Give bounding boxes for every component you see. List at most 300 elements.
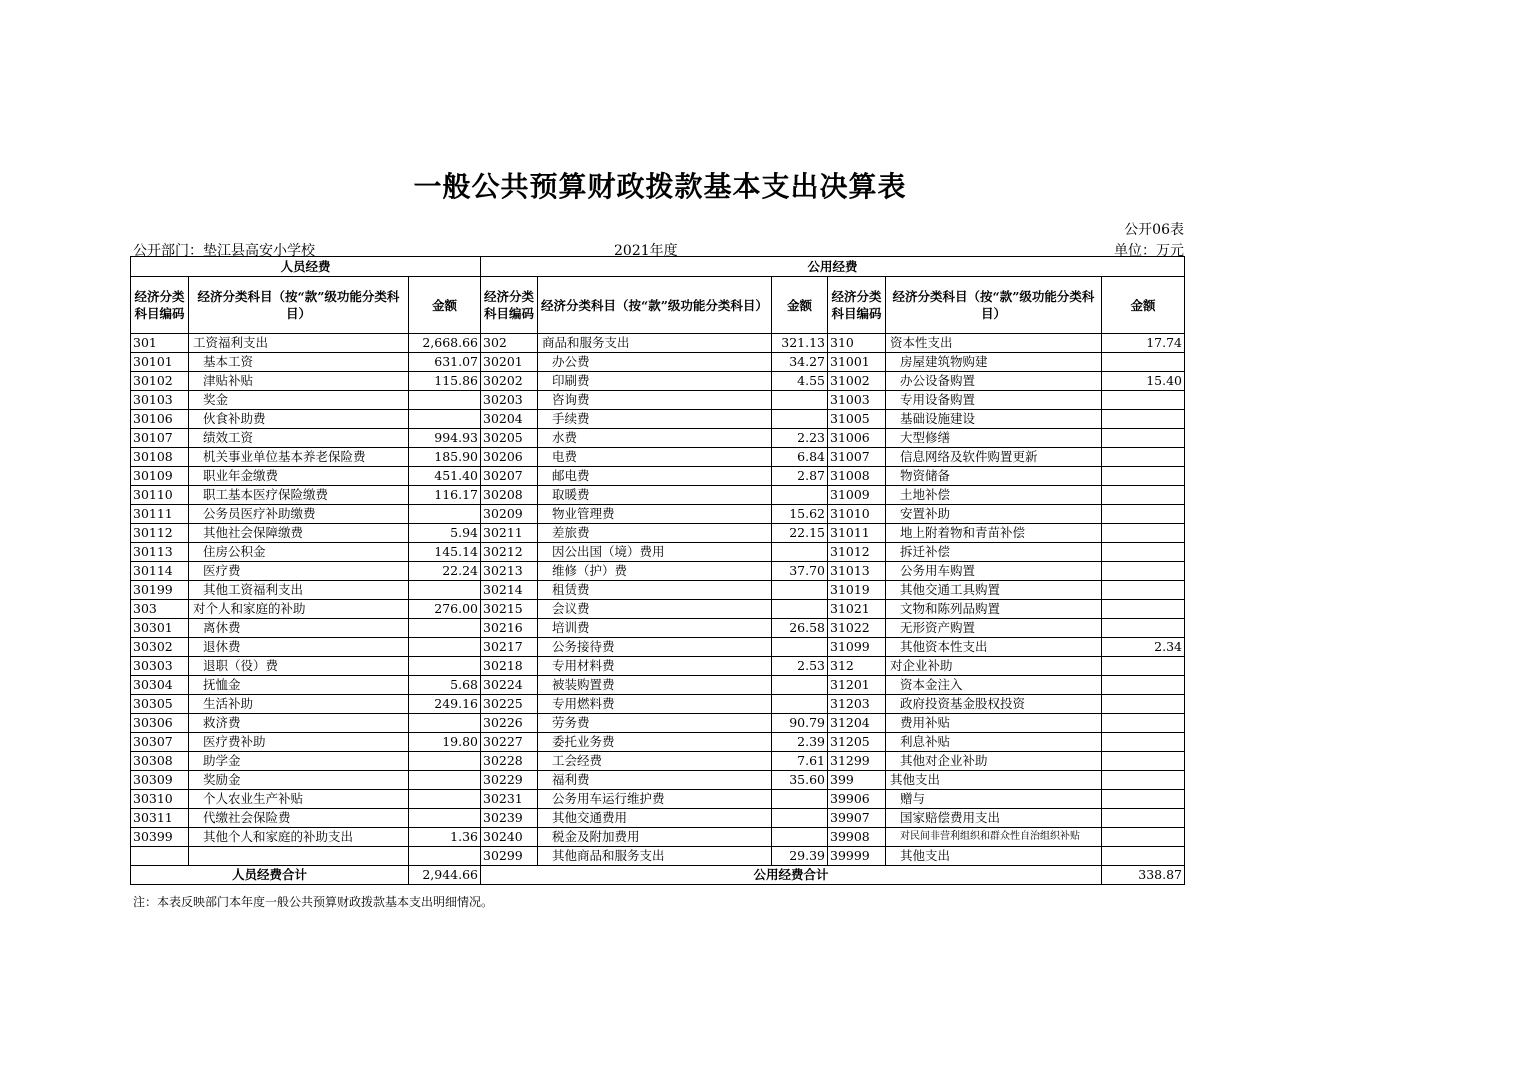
account-code: 30227 — [481, 733, 538, 752]
account-code: 31010 — [828, 505, 886, 524]
account-code: 31201 — [828, 676, 886, 695]
account-code: 31205 — [828, 733, 886, 752]
section-public-header: 公用经费 — [481, 257, 1185, 277]
table-row — [131, 448, 1185, 467]
account-code: 30203 — [481, 391, 538, 410]
amount-value — [409, 581, 481, 600]
amount-value: 15.62 — [772, 505, 828, 524]
account-code: 30231 — [481, 790, 538, 809]
account-name: 离休费 — [189, 619, 409, 638]
account-code: 31013 — [828, 562, 886, 581]
account-name: 其他支出 — [886, 847, 1102, 866]
amount-value — [409, 505, 481, 524]
amount-value — [1102, 543, 1185, 562]
amount-value — [1102, 429, 1185, 448]
amount-value: 37.70 — [772, 562, 828, 581]
account-code: 31021 — [828, 600, 886, 619]
account-name: 代缴社会保险费 — [189, 809, 409, 828]
account-code: 30211 — [481, 524, 538, 543]
account-code: 30229 — [481, 771, 538, 790]
account-name: 邮电费 — [538, 467, 772, 486]
amount-value: 22.24 — [409, 562, 481, 581]
account-code: 31022 — [828, 619, 886, 638]
account-name: 对个人和家庭的补助 — [189, 600, 409, 619]
amount-value — [772, 809, 828, 828]
account-code: 30307 — [131, 733, 189, 752]
amount-value — [772, 581, 828, 600]
account-name: 其他交通工具购置 — [886, 581, 1102, 600]
account-name: 专用燃料费 — [538, 695, 772, 714]
amount-value — [1102, 809, 1185, 828]
amount-value — [1102, 828, 1185, 847]
column-header-amount: 金额 — [772, 277, 828, 334]
account-code: 30310 — [131, 790, 189, 809]
account-code: 30205 — [481, 429, 538, 448]
table-row — [131, 353, 1185, 372]
account-code: 30308 — [131, 752, 189, 771]
account-name: 机关事业单位基本养老保险费 — [189, 448, 409, 467]
account-code: 30212 — [481, 543, 538, 562]
account-name: 医疗费补助 — [189, 733, 409, 752]
account-name: 生活补助 — [189, 695, 409, 714]
amount-value: 451.40 — [409, 467, 481, 486]
account-name: 物资储备 — [886, 467, 1102, 486]
account-code: 30108 — [131, 448, 189, 467]
amount-value: 116.17 — [409, 486, 481, 505]
amount-value — [1102, 771, 1185, 790]
account-name: 因公出国（境）费用 — [538, 543, 772, 562]
account-name: 培训费 — [538, 619, 772, 638]
account-name: 医疗费 — [189, 562, 409, 581]
account-code: 30201 — [481, 353, 538, 372]
account-code: 30218 — [481, 657, 538, 676]
account-code: 31007 — [828, 448, 886, 467]
account-code: 31006 — [828, 429, 886, 448]
account-name: 职工基本医疗保险缴费 — [189, 486, 409, 505]
account-code: 31002 — [828, 372, 886, 391]
table-row — [131, 714, 1185, 733]
account-code: 30207 — [481, 467, 538, 486]
amount-value: 631.07 — [409, 353, 481, 372]
account-name: 其他个人和家庭的补助支出 — [189, 828, 409, 847]
account-code: 31011 — [828, 524, 886, 543]
amount-value — [772, 638, 828, 657]
table-row — [131, 600, 1185, 619]
amount-value: 2.34 — [1102, 638, 1185, 657]
account-code: 30102 — [131, 372, 189, 391]
amount-value: 115.86 — [409, 372, 481, 391]
column-header-name: 经济分类科目（按“款”级功能分类科目） — [886, 277, 1102, 334]
account-name: 工资福利支出 — [189, 334, 409, 353]
account-name: 电费 — [538, 448, 772, 467]
amount-value: 26.58 — [772, 619, 828, 638]
amount-value — [409, 790, 481, 809]
account-code: 30303 — [131, 657, 189, 676]
account-code: 30302 — [131, 638, 189, 657]
account-name: 国家赔偿费用支出 — [886, 809, 1102, 828]
account-code: 30225 — [481, 695, 538, 714]
table-row — [131, 676, 1185, 695]
account-code: 39908 — [828, 828, 886, 847]
account-code: 30204 — [481, 410, 538, 429]
amount-value — [409, 619, 481, 638]
amount-value — [409, 714, 481, 733]
account-name: 奖金 — [189, 391, 409, 410]
table-row — [131, 790, 1185, 809]
account-name: 租赁费 — [538, 581, 772, 600]
account-code: 30311 — [131, 809, 189, 828]
amount-value — [1102, 391, 1185, 410]
account-name: 奖励金 — [189, 771, 409, 790]
account-name: 办公设备购置 — [886, 372, 1102, 391]
account-code: 31203 — [828, 695, 886, 714]
account-code: 30216 — [481, 619, 538, 638]
amount-value — [1102, 410, 1185, 429]
account-code: 30110 — [131, 486, 189, 505]
page-title: 一般公共预算财政拨款基本支出决算表 — [413, 170, 907, 203]
amount-value — [772, 410, 828, 429]
table-row — [131, 619, 1185, 638]
table-row — [131, 391, 1185, 410]
account-code: 30209 — [481, 505, 538, 524]
table-row — [131, 581, 1185, 600]
table-row — [131, 372, 1185, 391]
table-row — [131, 429, 1185, 448]
account-name: 抚恤金 — [189, 676, 409, 695]
amount-value: 185.90 — [409, 448, 481, 467]
account-name: 专用材料费 — [538, 657, 772, 676]
amount-value — [1102, 486, 1185, 505]
amount-value — [1102, 524, 1185, 543]
account-name: 其他支出 — [886, 771, 1102, 790]
amount-value — [772, 676, 828, 695]
table-row — [131, 752, 1185, 771]
account-code: 30106 — [131, 410, 189, 429]
account-name: 津贴补贴 — [189, 372, 409, 391]
amount-value — [409, 809, 481, 828]
amount-value: 5.68 — [409, 676, 481, 695]
account-code: 30215 — [481, 600, 538, 619]
account-name — [189, 847, 409, 866]
account-code: 30109 — [131, 467, 189, 486]
account-name: 赠与 — [886, 790, 1102, 809]
table-row — [131, 467, 1185, 486]
account-name: 水费 — [538, 429, 772, 448]
amount-value: 2.23 — [772, 429, 828, 448]
amount-value: 6.84 — [772, 448, 828, 467]
account-name: 公务用车运行维护费 — [538, 790, 772, 809]
amount-value: 994.93 — [409, 429, 481, 448]
section-personnel-header: 人员经费 — [131, 257, 481, 277]
amount-value — [1102, 600, 1185, 619]
table-row — [131, 809, 1185, 828]
account-code: 30101 — [131, 353, 189, 372]
account-code: 30199 — [131, 581, 189, 600]
footnote: 注：本表反映部门本年度一般公共预算财政拨款基本支出明细情况。 — [133, 895, 494, 909]
account-name: 伙食补助费 — [189, 410, 409, 429]
account-name: 对民间非营利组织和群众性自治组织补贴 — [886, 828, 1102, 847]
account-name: 政府投资基金股权投资 — [886, 695, 1102, 714]
amount-value — [772, 600, 828, 619]
account-name: 救济费 — [189, 714, 409, 733]
amount-value: 19.80 — [409, 733, 481, 752]
account-name: 差旅费 — [538, 524, 772, 543]
account-name: 地上附着物和青苗补偿 — [886, 524, 1102, 543]
account-code: 312 — [828, 657, 886, 676]
amount-value — [772, 790, 828, 809]
account-name: 其他社会保障缴费 — [189, 524, 409, 543]
expenditure-table — [130, 256, 1185, 885]
account-name: 文物和陈列品购置 — [886, 600, 1102, 619]
amount-value — [409, 657, 481, 676]
account-code: 30226 — [481, 714, 538, 733]
amount-value: 35.60 — [772, 771, 828, 790]
account-name: 退休费 — [189, 638, 409, 657]
table-row — [131, 828, 1185, 847]
account-name: 手续费 — [538, 410, 772, 429]
account-code: 30224 — [481, 676, 538, 695]
account-name: 公务用车购置 — [886, 562, 1102, 581]
account-code: 30112 — [131, 524, 189, 543]
account-name: 职业年金缴费 — [189, 467, 409, 486]
amount-value — [1102, 562, 1185, 581]
amount-value: 34.27 — [772, 353, 828, 372]
account-code: 31005 — [828, 410, 886, 429]
amount-value — [409, 410, 481, 429]
account-name: 大型修缮 — [886, 429, 1102, 448]
account-code: 39906 — [828, 790, 886, 809]
account-name: 其他商品和服务支出 — [538, 847, 772, 866]
account-name: 助学金 — [189, 752, 409, 771]
account-code: 31003 — [828, 391, 886, 410]
account-code: 30103 — [131, 391, 189, 410]
account-code: 31019 — [828, 581, 886, 600]
amount-value — [1102, 353, 1185, 372]
table-row — [131, 657, 1185, 676]
account-name: 资本金注入 — [886, 676, 1102, 695]
account-code: 31299 — [828, 752, 886, 771]
account-name: 绩效工资 — [189, 429, 409, 448]
account-name: 资本性支出 — [886, 334, 1102, 353]
account-code — [131, 847, 189, 866]
column-header-name: 经济分类科目（按“款”级功能分类科目） — [189, 277, 409, 334]
account-code: 30214 — [481, 581, 538, 600]
amount-value — [1102, 790, 1185, 809]
account-code: 303 — [131, 600, 189, 619]
account-name: 对企业补助 — [886, 657, 1102, 676]
amount-value — [772, 543, 828, 562]
account-name: 福利费 — [538, 771, 772, 790]
account-code: 30299 — [481, 847, 538, 866]
account-name: 基本工资 — [189, 353, 409, 372]
amount-value — [1102, 619, 1185, 638]
account-code: 30113 — [131, 543, 189, 562]
account-name: 住房公积金 — [189, 543, 409, 562]
account-name: 退职（役）费 — [189, 657, 409, 676]
account-code: 30202 — [481, 372, 538, 391]
amount-value — [772, 391, 828, 410]
table-row — [131, 847, 1185, 866]
amount-value: 2.39 — [772, 733, 828, 752]
amount-value: 2.87 — [772, 467, 828, 486]
table-row — [131, 695, 1185, 714]
account-code: 30111 — [131, 505, 189, 524]
account-name: 委托业务费 — [538, 733, 772, 752]
account-code: 30228 — [481, 752, 538, 771]
account-name: 安置补助 — [886, 505, 1102, 524]
table-row — [131, 410, 1185, 429]
account-code: 39999 — [828, 847, 886, 866]
account-code: 30309 — [131, 771, 189, 790]
account-name: 办公费 — [538, 353, 772, 372]
table-row — [131, 543, 1185, 562]
amount-value — [409, 638, 481, 657]
account-name: 公务员医疗补助缴费 — [189, 505, 409, 524]
personnel-total-value: 2,944.66 — [409, 866, 481, 885]
account-name: 专用设备购置 — [886, 391, 1102, 410]
amount-value: 17.74 — [1102, 334, 1185, 353]
account-code: 30217 — [481, 638, 538, 657]
totals-row — [131, 866, 1185, 885]
account-code: 31009 — [828, 486, 886, 505]
amount-value — [409, 771, 481, 790]
account-code: 30304 — [131, 676, 189, 695]
account-name: 其他资本性支出 — [886, 638, 1102, 657]
amount-value: 321.13 — [772, 334, 828, 353]
amount-value: 145.14 — [409, 543, 481, 562]
account-name: 维修（护）费 — [538, 562, 772, 581]
table-row — [131, 562, 1185, 581]
account-name: 无形资产购置 — [886, 619, 1102, 638]
table-row — [131, 733, 1185, 752]
account-code: 30240 — [481, 828, 538, 847]
amount-value: 276.00 — [409, 600, 481, 619]
account-name: 信息网络及软件购置更新 — [886, 448, 1102, 467]
amount-value — [1102, 467, 1185, 486]
amount-value — [1102, 581, 1185, 600]
amount-value: 22.15 — [772, 524, 828, 543]
amount-value — [409, 752, 481, 771]
account-name: 费用补贴 — [886, 714, 1102, 733]
account-code: 30301 — [131, 619, 189, 638]
amount-value — [409, 847, 481, 866]
amount-value — [772, 695, 828, 714]
table-row — [131, 771, 1185, 790]
account-name: 被装购置费 — [538, 676, 772, 695]
account-code: 39907 — [828, 809, 886, 828]
account-code: 31012 — [828, 543, 886, 562]
account-name: 基础设施建设 — [886, 410, 1102, 429]
account-name: 咨询费 — [538, 391, 772, 410]
amount-value: 2.53 — [772, 657, 828, 676]
account-code: 30213 — [481, 562, 538, 581]
account-name: 房屋建筑物购建 — [886, 353, 1102, 372]
amount-value: 249.16 — [409, 695, 481, 714]
account-name: 其他工资福利支出 — [189, 581, 409, 600]
amount-value: 2,668.66 — [409, 334, 481, 353]
account-code: 30305 — [131, 695, 189, 714]
account-code: 310 — [828, 334, 886, 353]
account-name: 税金及附加费用 — [538, 828, 772, 847]
amount-value — [1102, 847, 1185, 866]
amount-value — [772, 828, 828, 847]
account-code: 30114 — [131, 562, 189, 581]
account-name: 公务接待费 — [538, 638, 772, 657]
account-code: 31204 — [828, 714, 886, 733]
account-name: 拆迁补偿 — [886, 543, 1102, 562]
personnel-total-label: 人员经费合计 — [131, 866, 409, 885]
amount-value — [1102, 657, 1185, 676]
account-name: 取暖费 — [538, 486, 772, 505]
amount-value — [1102, 676, 1185, 695]
account-code: 31001 — [828, 353, 886, 372]
account-name: 劳务费 — [538, 714, 772, 733]
table-row — [131, 524, 1185, 543]
amount-value — [1102, 505, 1185, 524]
account-code: 302 — [481, 334, 538, 353]
column-header-name: 经济分类科目（按“款”级功能分类科目） — [538, 277, 772, 334]
amount-value: 7.61 — [772, 752, 828, 771]
account-name: 利息补贴 — [886, 733, 1102, 752]
column-header-code: 经济分类科目编码 — [481, 277, 538, 334]
account-name: 工会经费 — [538, 752, 772, 771]
table-row — [131, 638, 1185, 657]
column-header-amount: 金额 — [1102, 277, 1185, 334]
amount-value: 29.39 — [772, 847, 828, 866]
amount-value: 5.94 — [409, 524, 481, 543]
account-code: 30239 — [481, 809, 538, 828]
amount-value — [1102, 733, 1185, 752]
account-code: 30306 — [131, 714, 189, 733]
amount-value — [772, 486, 828, 505]
amount-value: 1.36 — [409, 828, 481, 847]
account-code: 31008 — [828, 467, 886, 486]
account-code: 30107 — [131, 429, 189, 448]
public-total-label: 公用经费合计 — [481, 866, 1102, 885]
account-code: 399 — [828, 771, 886, 790]
amount-value — [1102, 752, 1185, 771]
column-header-code: 经济分类科目编码 — [131, 277, 189, 334]
account-name: 其他交通费用 — [538, 809, 772, 828]
account-name: 会议费 — [538, 600, 772, 619]
table-row — [131, 334, 1185, 353]
form-number: 公开06表 — [1124, 222, 1184, 238]
department-label: 公开部门：垫江县高安小学校 — [133, 243, 315, 259]
public-total-value: 338.87 — [1102, 866, 1185, 885]
amount-value: 90.79 — [772, 714, 828, 733]
account-name: 其他对企业补助 — [886, 752, 1102, 771]
account-name: 物业管理费 — [538, 505, 772, 524]
account-name: 个人农业生产补贴 — [189, 790, 409, 809]
table-row — [131, 505, 1185, 524]
unit-label: 单位：万元 — [1114, 243, 1184, 259]
fiscal-year: 2021年度 — [614, 243, 678, 259]
account-code: 30399 — [131, 828, 189, 847]
account-name: 土地补偿 — [886, 486, 1102, 505]
account-code: 301 — [131, 334, 189, 353]
account-name: 印刷费 — [538, 372, 772, 391]
column-header-amount: 金额 — [409, 277, 481, 334]
amount-value — [1102, 714, 1185, 733]
account-code: 31099 — [828, 638, 886, 657]
account-code: 30208 — [481, 486, 538, 505]
account-name: 商品和服务支出 — [538, 334, 772, 353]
account-code: 30206 — [481, 448, 538, 467]
amount-value — [409, 391, 481, 410]
amount-value — [1102, 448, 1185, 467]
amount-value — [1102, 695, 1185, 714]
amount-value: 4.55 — [772, 372, 828, 391]
